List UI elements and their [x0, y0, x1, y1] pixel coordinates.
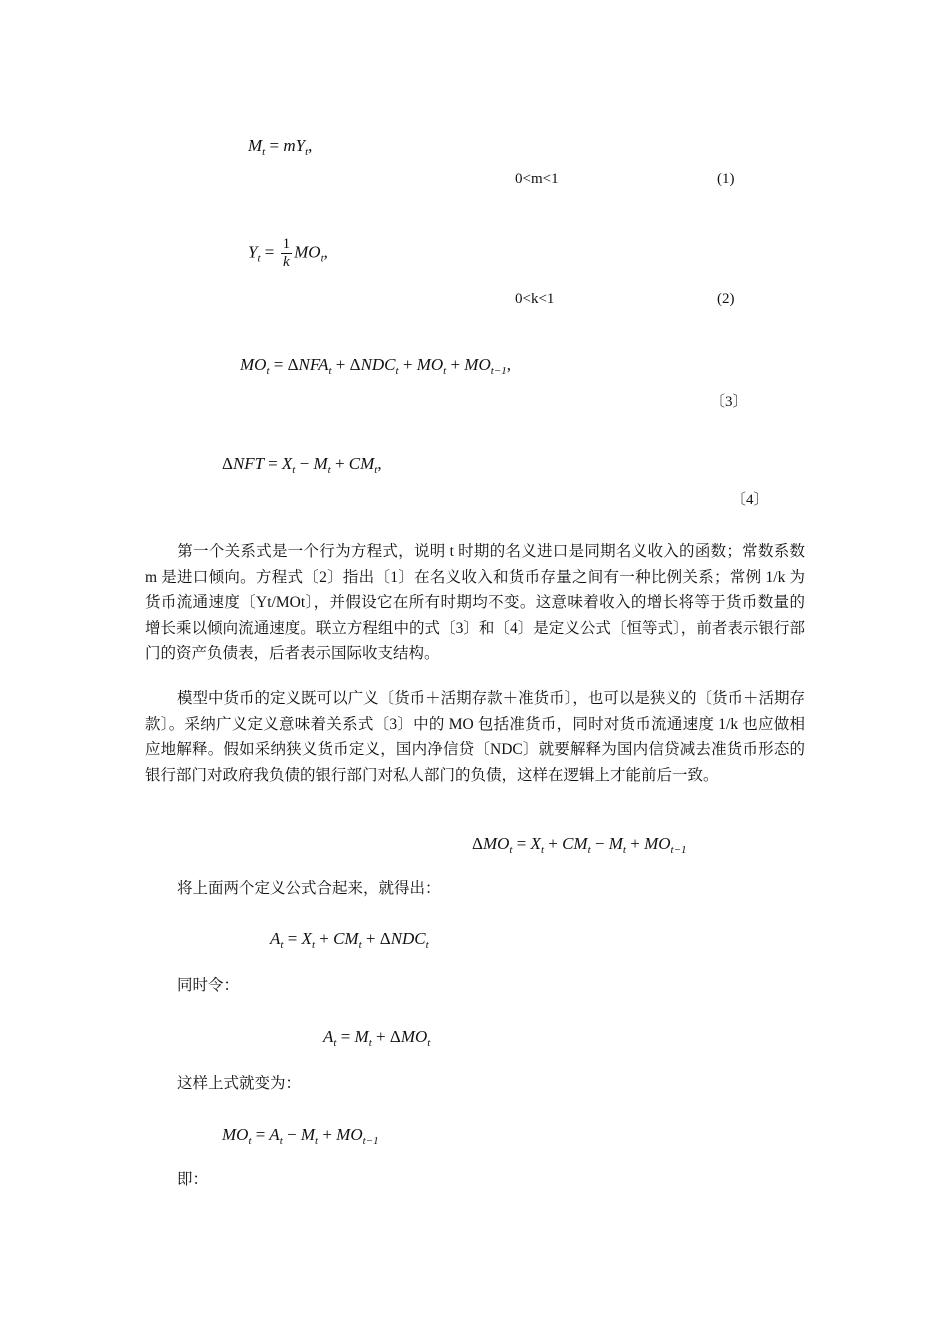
equation-7: $A_t = M_t + \Delta MO_t$ — [323, 1027, 431, 1049]
equation-5: $\Delta MO_t = X_t + CM_t - M_t + MO_{t-1}$ — [472, 834, 687, 856]
equation-4: $\Delta NFT = X_t - M_t + CM_t$, — [222, 454, 382, 476]
paragraph-2-text: 模型中货币的定义既可以广义〔货币＋活期存款＋准货币〕，也可以是狭义的〔货币＋活期存款〕。采纳广义定义意味着关系式〔3〕中的 MO 包括准货币，同时对货币流通速度 1/k 也应做相应地解释。假如采纳狭义货币定义，国内净信贷〔NDC〕就要解释为国内信贷减去准货币形态的银行部门对政府我负债的银行部门对私人部门的负债，这样在逻辑上才能前后一致。 — [145, 690, 805, 784]
equation-2: $Y_t$ = $\frac{1}{k}$ $MO_t$, — [248, 236, 328, 270]
equation-3: $MO_t = \Delta NFA_t + \Delta NDC_t + MO_t + MO_{t-1}$, — [240, 355, 511, 377]
equation-1-number: (1) — [717, 171, 735, 187]
paragraph-1-text: 第一个关系式是一个行为方程式，说明 t 时期的名义进口是同期名义收入的函数；常数系数 m 是进口倾向。方程式〔2〕指出〔1〕在名义收入和货币存量之间有一种比例关系；常例 1/k 为货币流通速度〔Yt/MOt〕，并假设它在所有时期均不变。这意味着收入的增长将等于货币数量的增长乘以倾向流通速度。联立方程组中的式〔3〕和〔4〕是定义公式〔恒等式〕，前者表示银行部门的资产负债表，后者表示国际收支结构。 — [145, 543, 805, 662]
equation-3-number: 〔3〕 — [710, 394, 748, 410]
equation-2-condition: 0<k<1 — [515, 291, 555, 307]
equation-2-number: (2) — [717, 291, 735, 307]
equation-4-number: 〔4〕 — [731, 492, 769, 508]
equation-1: $M_t = mY_t$, — [248, 136, 313, 158]
text-becomes: 这样上式就变为： — [177, 1075, 302, 1092]
equation-6: $A_t = X_t + CM_t + \Delta NDC_t$ — [270, 929, 429, 951]
text-combine: 将上面两个定义公式合起来，就得出： — [177, 880, 441, 897]
text-namely: 即： — [177, 1171, 209, 1188]
paragraph-2 — [145, 686, 805, 788]
equation-1-condition: 0<m<1 — [515, 171, 559, 187]
fraction-1-over-k: $\frac{1}{k}$ — [282, 236, 291, 270]
text-let: 同时令： — [177, 977, 240, 994]
equation-8: $MO_t = A_t - M_t + MO_{t-1}$ — [222, 1125, 379, 1147]
paragraph-1 — [145, 539, 805, 667]
